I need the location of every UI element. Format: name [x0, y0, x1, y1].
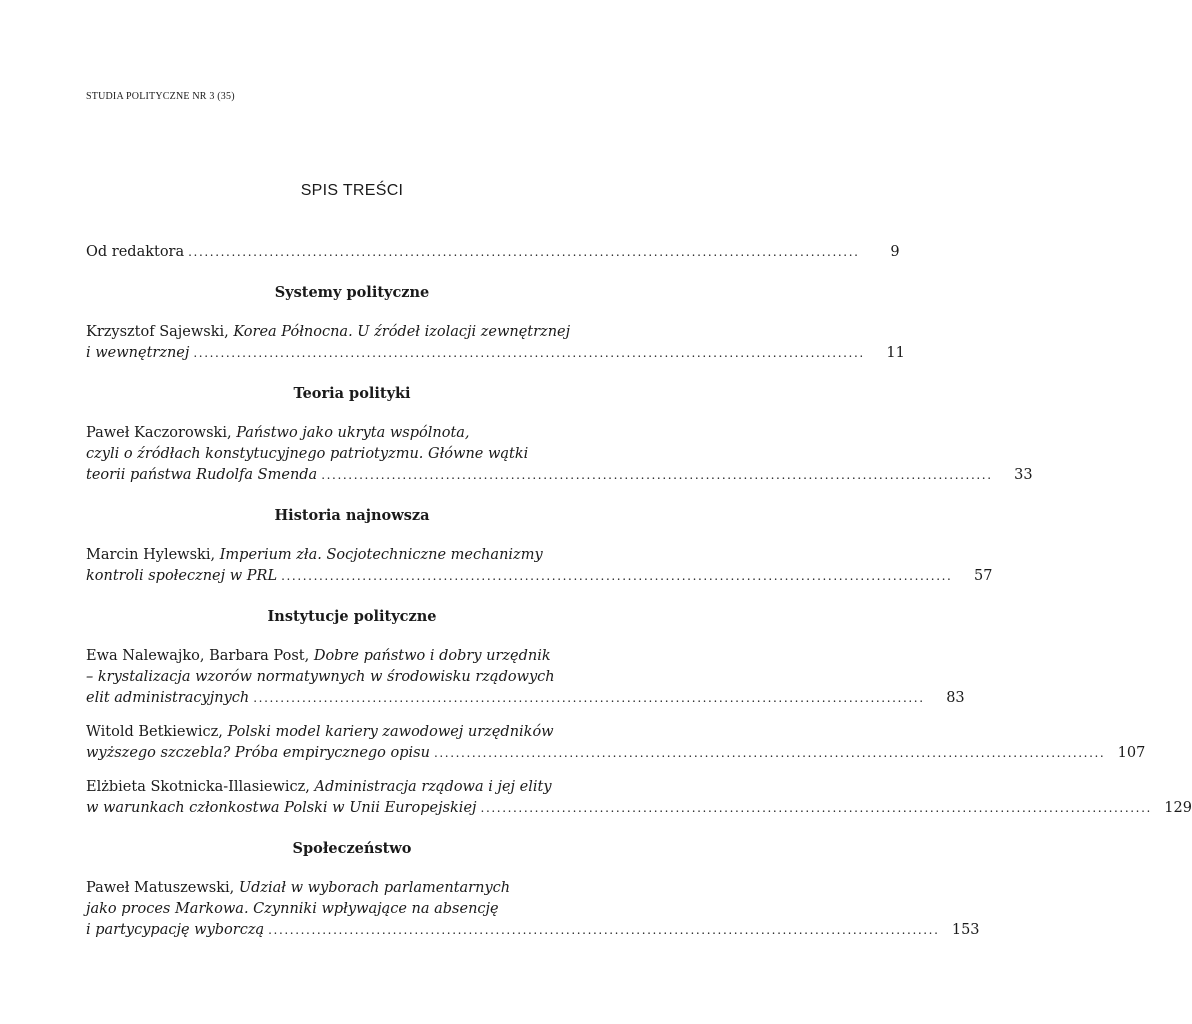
entry-title: Państwo jako ukryta wspólnota, — [236, 425, 470, 441]
section-heading: Teoria polityki — [293, 385, 411, 402]
toc-entry[interactable] — [86, 878, 980, 941]
toc-entry-intro[interactable] — [86, 242, 900, 263]
toc-page-number: 9 — [890, 244, 900, 260]
journal-header: STUDIA POLITYCZNE NR 3 (35) — [86, 91, 235, 102]
toc-entry-label: Od redaktora — [86, 244, 185, 260]
leader-dots: ............................................................................................................................ — [433, 746, 1106, 760]
toc-entry[interactable] — [86, 722, 1146, 764]
entry-author: Paweł Matuszewski, — [86, 880, 239, 896]
entry-title-end: elit administracyjnych — [86, 690, 250, 706]
toc-entry[interactable] — [86, 777, 1192, 819]
toc-page-number: 11 — [886, 345, 905, 361]
toc-entry[interactable] — [86, 322, 905, 364]
toc-page-number: 153 — [951, 922, 980, 938]
entry-title-end: w warunkach członkostwa Polski w Unii Europejskiej — [86, 800, 477, 816]
table-of-contents — [86, 242, 1192, 941]
entry-title-end: teorii państwa Rudolfa Smenda — [86, 467, 318, 483]
entry-author: Paweł Kaczorowski, — [86, 425, 237, 441]
section-heading: Historia najnowsza — [274, 507, 430, 524]
entry-title: Udział w wyborach parlamentarnych — [238, 880, 511, 896]
section-heading: Systemy polityczne — [274, 284, 430, 301]
entry-author: Ewa Nalewajko, Barbara Post, — [86, 648, 314, 664]
leader-dots: ............................................................................................................................ — [193, 346, 865, 360]
toc-page-number: 107 — [1117, 745, 1146, 761]
toc-page-number: 57 — [974, 568, 993, 584]
entry-title: Administracja rządowa i jej elity — [314, 779, 552, 795]
entry-author: Elżbieta Skotnicka-Illasiewicz, — [86, 779, 315, 795]
leader-dots: ............................................................................................................................ — [480, 801, 1152, 815]
entry-title: Polski model kariery zawodowej urzędników — [227, 724, 554, 740]
leader-dots: ............................................................................................................................ — [188, 245, 860, 259]
leader-dots: ............................................................................................................................ — [253, 691, 925, 705]
entry-author: Krzysztof Sajewski, — [86, 324, 234, 340]
leader-dots: ............................................................................................................................ — [321, 468, 993, 482]
leader-dots: ............................................................................................................................ — [281, 569, 953, 583]
entry-author: Marcin Hylewski, — [86, 547, 220, 563]
page-title: SPIS TREŚCI — [300, 182, 404, 199]
entry-title: Dobre państwo i dobry urzędnik — [313, 648, 551, 664]
entry-title: Imperium zła. Socjotechniczne mechanizmy — [219, 547, 543, 563]
toc-page-number: 83 — [946, 690, 965, 706]
entry-author: Witold Betkiewicz, — [86, 724, 228, 740]
entry-title-end: i wewnętrznej — [86, 345, 190, 361]
entry-title-end: i partycypację wyborczą — [86, 922, 265, 938]
leader-dots: ............................................................................................................................ — [268, 923, 940, 937]
entry-title-end: kontroli społecznej w PRL — [86, 568, 278, 584]
toc-entry[interactable] — [86, 646, 965, 709]
section-heading: Społeczeństwo — [292, 840, 412, 857]
toc-entry[interactable] — [86, 423, 1033, 486]
entry-title: czyli o źródłach konstytucyjnego patriotyzmu. Główne wątki — [86, 446, 529, 462]
entry-title-end: wyższego szczebla? Próba empirycznego opisu — [86, 745, 430, 761]
section-heading: Instytucje polityczne — [267, 608, 437, 625]
entry-title: jako proces Markowa. Czynniki wpływające na absencję — [86, 901, 499, 917]
toc-page-number: 129 — [1164, 800, 1192, 816]
toc-page-number: 33 — [1014, 467, 1033, 483]
entry-title: Korea Północna. U źródeł izolacji zewnętrznej — [233, 324, 571, 340]
toc-entry[interactable] — [86, 545, 993, 587]
entry-title: – krystalizacja wzorów normatywnych w środowisku rządowych — [86, 669, 555, 685]
